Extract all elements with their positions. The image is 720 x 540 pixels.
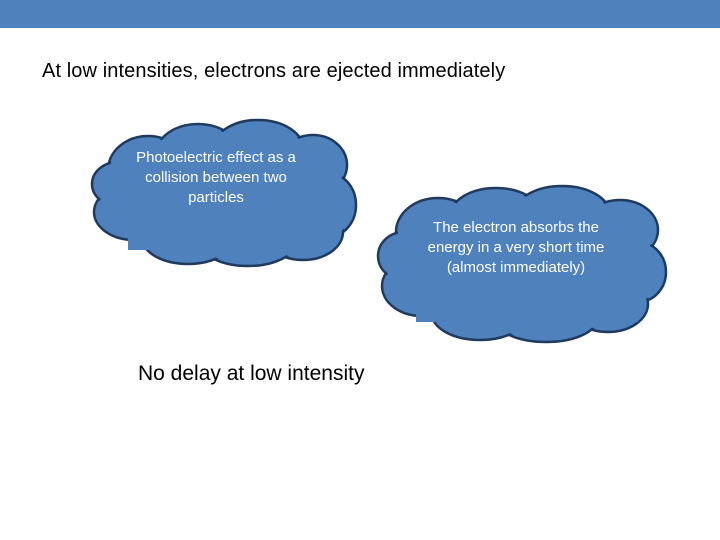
cloud-callout-absorption	[376, 186, 668, 346]
slide-title: At low intensities, electrons are ejected immediately	[42, 60, 506, 82]
cloud-text-collision: Photoelectric effect as a collision between two particles	[136, 149, 296, 206]
top-accent-bar	[0, 0, 720, 28]
cloud-callout-collision	[88, 120, 360, 270]
cloud-text-absorption: The electron absorbs the energy in a very short time (almost immediately)	[427, 219, 605, 276]
caption-no-delay: No delay at low intensity	[138, 362, 365, 385]
